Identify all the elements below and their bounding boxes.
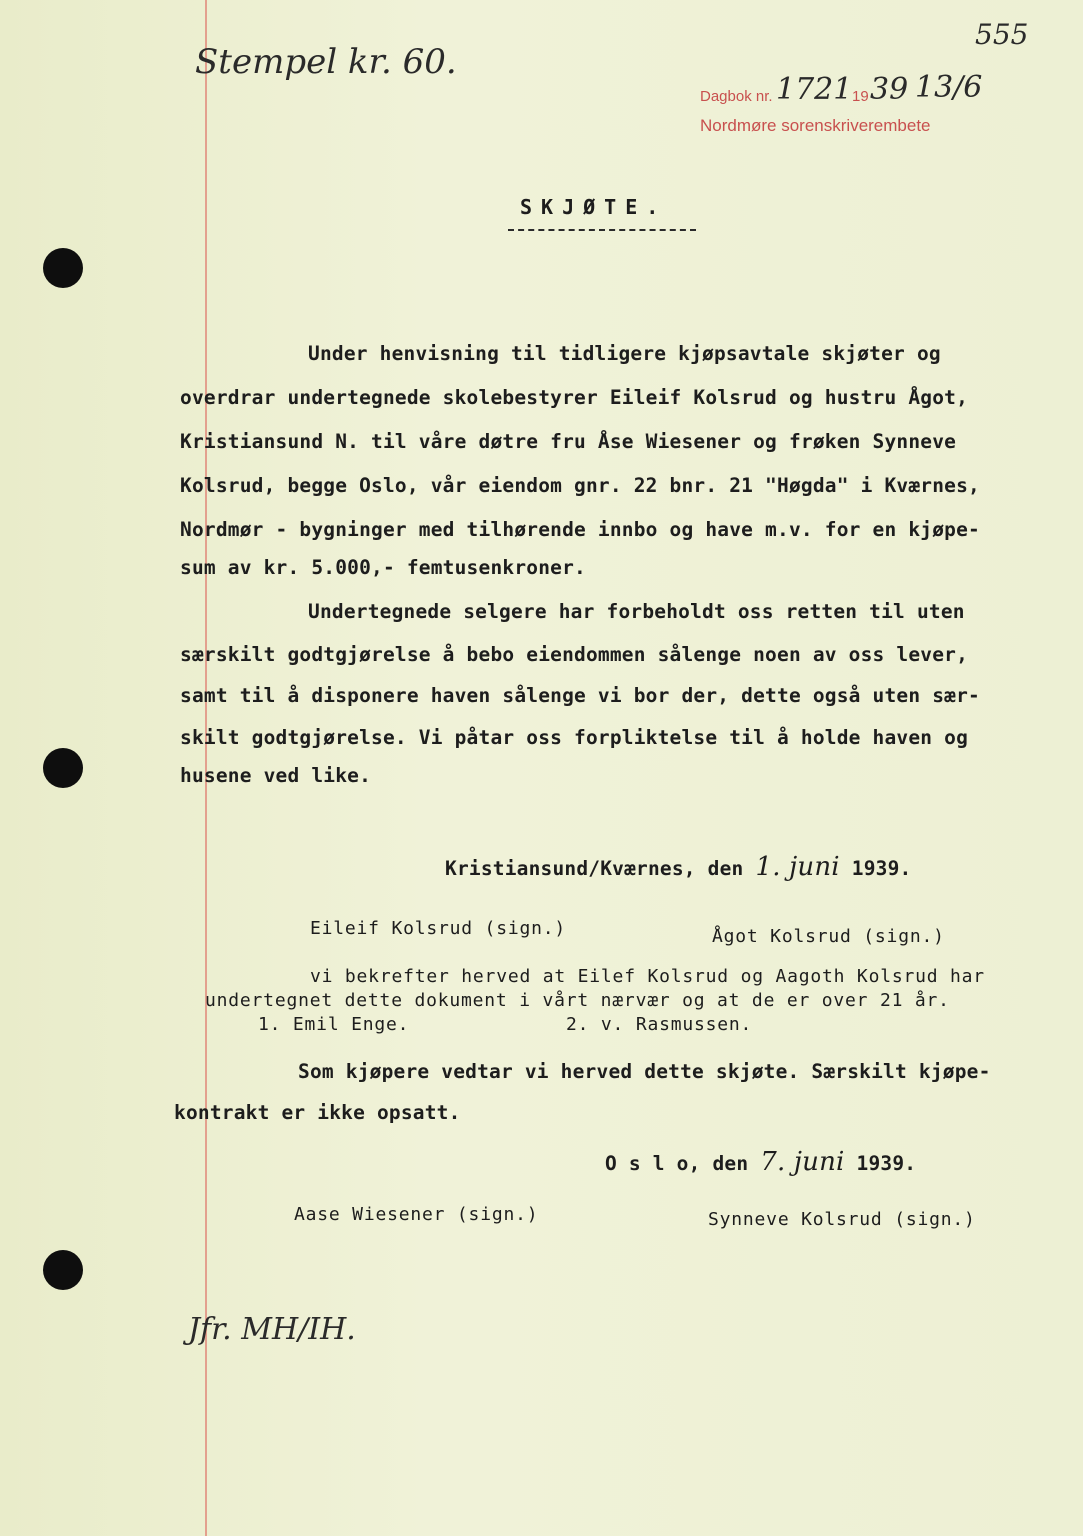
text-line: Undertegnede selgere har forbeholdt oss retten til uten bbox=[308, 600, 965, 623]
signature-agot: Ågot Kolsrud (sign.) bbox=[712, 926, 945, 947]
text-line: Kristiansund N. til våre døtre fru Åse Wiesener og frøken Synneve bbox=[180, 430, 957, 453]
title-underline bbox=[508, 229, 696, 231]
text-line: samt til å disponere haven sålenge vi bor der, dette også uten sær- bbox=[180, 684, 980, 707]
text-line: særskilt godtgjørelse å bebo eiendommen sålenge noen av oss lever, bbox=[180, 643, 969, 666]
punch-hole bbox=[43, 748, 83, 788]
stamp-year: 39 bbox=[870, 72, 909, 107]
punch-hole bbox=[43, 1250, 83, 1290]
text-line: sum av kr. 5.000,- femtusenkroner. bbox=[180, 556, 586, 579]
stamp-date: 13/6 bbox=[915, 70, 983, 105]
handwritten-stamp-fee: Stempel kr. 60. bbox=[195, 42, 457, 82]
stamp-line1-prefix: Dagbok nr. bbox=[700, 88, 773, 105]
place-date-prefix: Kristiansund/Kværnes, den bbox=[445, 857, 744, 880]
text-line: Nordmør - bygninger med tilhørende innbo og have m.v. for en kjøpe- bbox=[180, 518, 980, 541]
witness-line-2: undertegnet dette dokument i vårt nærvær og at de er over 21 år. bbox=[205, 990, 950, 1011]
page-number: 555 bbox=[975, 18, 1029, 51]
place-date-line-1 bbox=[445, 852, 911, 882]
document-title: SKJØTE. bbox=[520, 195, 668, 219]
punch-hole bbox=[43, 248, 83, 288]
place-date-year: 1939. bbox=[856, 1152, 917, 1175]
stamp-diary-number: 1721 bbox=[776, 72, 853, 107]
place-date-year: 1939. bbox=[851, 857, 912, 880]
signature-aase: Aase Wiesener (sign.) bbox=[294, 1204, 539, 1225]
buyers-line-2: kontrakt er ikke opsatt. bbox=[174, 1101, 461, 1124]
text-line: overdrar undertegnede skolebestyrer Eileif Kolsrud og hustru Ågot, bbox=[180, 386, 969, 409]
place-date-line-2 bbox=[605, 1147, 916, 1177]
witness-2: 2. v. Rasmussen. bbox=[566, 1014, 753, 1035]
buyers-line-1: Som kjøpere vedtar vi herved dette skjøte. Særskilt kjøpe- bbox=[298, 1060, 991, 1083]
stamp-year-prefix: 19 bbox=[852, 88, 869, 105]
place-date-prefix: O s l o, den bbox=[605, 1152, 749, 1175]
handwritten-reference: Jfr. MH/IH. bbox=[188, 1312, 356, 1347]
text-line: Under henvisning til tidligere kjøpsavtale skjøter og bbox=[308, 342, 941, 365]
text-line: skilt godtgjørelse. Vi påtar oss forpliktelse til å holde haven og bbox=[180, 726, 969, 749]
signature-eileif: Eileif Kolsrud (sign.) bbox=[310, 918, 567, 939]
text-line: husene ved like. bbox=[180, 764, 372, 787]
signature-synneve: Synneve Kolsrud (sign.) bbox=[708, 1209, 976, 1230]
text-line: Kolsrud, begge Oslo, vår eiendom gnr. 22 bnr. 21 "Høgda" i Kværnes, bbox=[180, 474, 980, 497]
handwritten-date: 7. juni bbox=[760, 1147, 845, 1177]
witness-1: 1. Emil Enge. bbox=[258, 1014, 410, 1035]
stamp-line2: Nordmøre sorenskriverembete bbox=[700, 116, 931, 135]
witness-line-1: vi bekrefter herved at Eilef Kolsrud og Aagoth Kolsrud har bbox=[310, 966, 985, 987]
handwritten-date: 1. juni bbox=[755, 852, 840, 882]
